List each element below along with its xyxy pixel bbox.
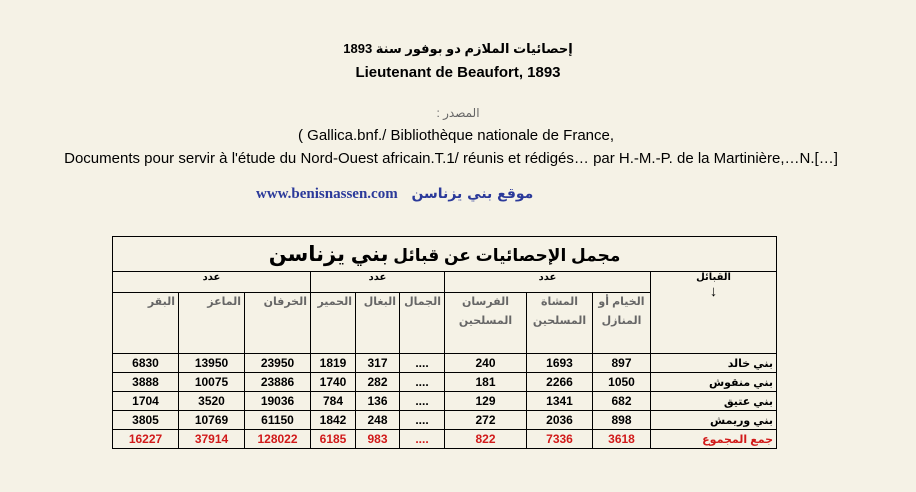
source-label: المصدر : [436, 106, 480, 120]
column-header-cattle: البقر [113, 293, 179, 354]
table-row [113, 373, 777, 392]
cell-donkeys: 1842 [311, 411, 356, 430]
group-header-livestock: عدد [113, 272, 311, 293]
table-title [113, 237, 777, 272]
total-label: جمع المجموع [651, 430, 777, 449]
group-header-population: عدد [445, 272, 651, 293]
cell-cavalry: 272 [445, 411, 527, 430]
cell-goats: 3520 [179, 392, 245, 411]
cell-infantry: 2036 [527, 411, 593, 430]
cell-goats: 13950 [179, 354, 245, 373]
column-header-donkeys: الحمير [311, 293, 356, 354]
table-row [113, 354, 777, 373]
cell-goats: 10769 [179, 411, 245, 430]
cell-goats: 10075 [179, 373, 245, 392]
cell-mules: 248 [356, 411, 400, 430]
column-header-infantry: المشاة المسلحين [527, 293, 593, 354]
cell-cavalry: 181 [445, 373, 527, 392]
cell-mules: 136 [356, 392, 400, 411]
site-link-row [256, 186, 533, 203]
source-line-1: ( Gallica.bnf./ Bibliothèque nationale de France, [297, 127, 615, 144]
cell-donkeys: 1740 [311, 373, 356, 392]
source-line-2: Documents pour servir à l'étude du Nord-Ouest africain.T.1/ réunis et rédigés… par H.-M.-P. de la Martinière,…N.[…] [64, 150, 838, 167]
arrow-down-icon: ↓ [709, 283, 718, 300]
table-total-row [113, 430, 777, 449]
title-french: Lieutenant de Beaufort, 1893 [355, 64, 561, 81]
table-row [113, 411, 777, 430]
total-donkeys: 6185 [311, 430, 356, 449]
cell-sheep: 19036 [245, 392, 311, 411]
title-arabic: إحصائيات الملازم دو بوفور سنة 1893 [343, 41, 573, 56]
total-cattle: 16227 [113, 430, 179, 449]
total-cavalry: 822 [445, 430, 527, 449]
total-sheep: 128022 [245, 430, 311, 449]
cell-camels: .... [400, 392, 445, 411]
cell-donkeys: 1819 [311, 354, 356, 373]
column-header-tribes [651, 272, 777, 354]
cell-cattle: 1704 [113, 392, 179, 411]
cell-tents: 897 [593, 354, 651, 373]
cell-sheep: 23950 [245, 354, 311, 373]
column-header-cavalry: الفرسان المسلحين [445, 293, 527, 354]
cell-tribe-name: بني وريمش [651, 411, 777, 430]
cell-tents: 1050 [593, 373, 651, 392]
table-row [113, 392, 777, 411]
cell-tribe-name: بني خالد [651, 354, 777, 373]
group-header-pack-animals: عدد [311, 272, 445, 293]
site-name-arabic: موقع بني يزناسن [411, 186, 534, 202]
cell-cattle: 6830 [113, 354, 179, 373]
column-header-sheep: الخرفان [245, 293, 311, 354]
total-camels: .... [400, 430, 445, 449]
column-header-mules: البغال [356, 293, 400, 354]
cell-cavalry: 129 [445, 392, 527, 411]
cell-donkeys: 784 [311, 392, 356, 411]
total-tents: 3618 [593, 430, 651, 449]
table-title-prefix: مجمل الإحصائيات عن قبائل [388, 245, 621, 265]
cell-infantry: 1693 [527, 354, 593, 373]
cell-sheep: 23886 [245, 373, 311, 392]
cell-tribe-name: بني منقوش [651, 373, 777, 392]
cell-cattle: 3888 [113, 373, 179, 392]
cell-tents: 898 [593, 411, 651, 430]
column-header-goats: الماعز [179, 293, 245, 354]
total-goats: 37914 [179, 430, 245, 449]
cell-infantry: 2266 [527, 373, 593, 392]
cell-sheep: 61150 [245, 411, 311, 430]
cell-camels: .... [400, 411, 445, 430]
tribes-label: القبائل [696, 272, 731, 283]
cell-camels: .... [400, 373, 445, 392]
cell-infantry: 1341 [527, 392, 593, 411]
cell-tents: 682 [593, 392, 651, 411]
table-title-tribe: بني يزناسن [268, 242, 389, 266]
total-infantry: 7336 [527, 430, 593, 449]
cell-tribe-name: بني عتيق [651, 392, 777, 411]
total-mules: 983 [356, 430, 400, 449]
statistics-table [112, 236, 777, 449]
cell-mules: 317 [356, 354, 400, 373]
cell-camels: .... [400, 354, 445, 373]
column-header-tents: الخيام أو المنازل [593, 293, 651, 354]
cell-mules: 282 [356, 373, 400, 392]
cell-cavalry: 240 [445, 354, 527, 373]
cell-cattle: 3805 [113, 411, 179, 430]
column-header-camels: الجمال [400, 293, 445, 354]
site-url-link[interactable]: www.benisnassen.com [256, 186, 398, 202]
